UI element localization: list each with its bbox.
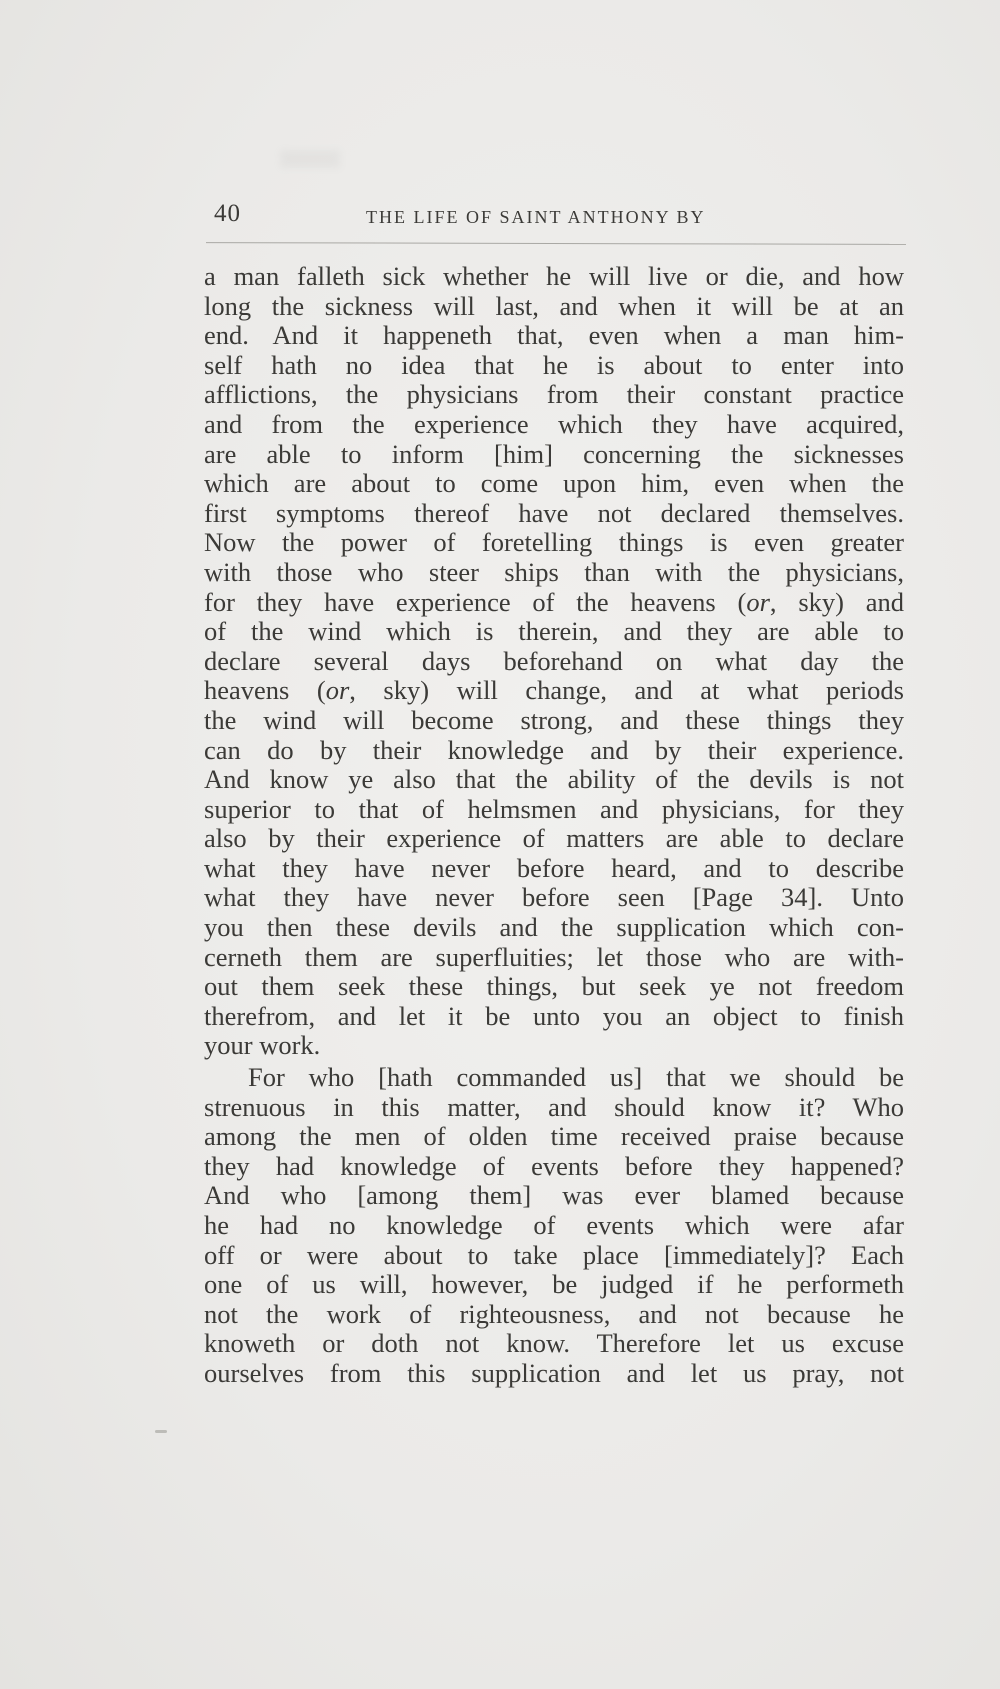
running-head: THE LIFE OF SAINT ANTHONY BY bbox=[366, 207, 706, 227]
page-speck bbox=[155, 1430, 167, 1433]
text-line: knoweth or doth not know. Therefore let us excuse bbox=[204, 1328, 904, 1359]
text-line: your work. bbox=[204, 1030, 321, 1061]
text-line: ourselves from this supplication and let us pray, not bbox=[204, 1357, 904, 1388]
text-line: a man falleth sick whether he will live or die, and how bbox=[204, 261, 904, 291]
text-line: superior to that of helmsmen and physicians, for they bbox=[204, 793, 904, 824]
text-line: strenuous in this matter, and should know it? Who bbox=[204, 1091, 904, 1122]
text-line: end. And it happeneth that, even when a man him- bbox=[204, 320, 904, 351]
text-line: the wind will become strong, and these things they bbox=[204, 704, 904, 735]
text-line: For who [hath commanded us] that we should be bbox=[248, 1062, 904, 1093]
text-line: among the men of olden time received praise because bbox=[204, 1121, 904, 1152]
text-line: heavens (or, sky) will change, and at what periods bbox=[204, 675, 904, 706]
page-number: 40 bbox=[214, 200, 241, 227]
text-line: also by their experience of matters are able to declare bbox=[204, 823, 904, 854]
text-line: with those who steer ships than with the physicians, bbox=[204, 556, 904, 587]
text-line: Now the power of foretelling things is even greater bbox=[204, 527, 904, 558]
text-line: which are about to come upon him, even when the bbox=[204, 468, 904, 499]
text-line: he had no knowledge of events which were afar bbox=[204, 1210, 904, 1240]
page-header bbox=[214, 200, 904, 232]
text-line: declare several days beforehand on what day the bbox=[204, 645, 904, 676]
text-line: And who [among them] was ever blamed because bbox=[204, 1180, 904, 1211]
text-line: for they have experience of the heavens (or, sky) and bbox=[204, 586, 904, 617]
text-line: are able to inform [him] concerning the sicknesses bbox=[204, 438, 904, 469]
text-line: can do by their knowledge and by their experience. bbox=[204, 734, 904, 765]
text-line: afflictions, the physicians from their constant practice bbox=[204, 379, 904, 410]
italic-or: or bbox=[746, 586, 770, 617]
text-line: first symptoms thereof have not declared themselves. bbox=[204, 497, 904, 528]
text-line: off or were about to take place [immediately]? Each bbox=[204, 1239, 904, 1270]
italic-or: or bbox=[325, 675, 350, 706]
text-line: not the work of righteousness, and not because he bbox=[204, 1298, 904, 1329]
text-line: one of us will, however, be judged if he performeth bbox=[204, 1269, 904, 1300]
text-line: And know ye also that the ability of the devils is not bbox=[204, 764, 904, 795]
text-line: they had knowledge of events before they happened? bbox=[204, 1150, 904, 1181]
show-through-mark bbox=[280, 150, 340, 168]
text-line: therefrom, and let it be unto you an object to finish bbox=[204, 1000, 904, 1031]
text-line: what they have never before heard, and to describe bbox=[204, 852, 904, 883]
text-line: you then these devils and the supplication which con- bbox=[204, 912, 904, 943]
text-line: long the sickness will last, and when it will be at an bbox=[204, 290, 904, 321]
text-line: out them seek these things, but seek ye not freedom bbox=[204, 971, 904, 1002]
body-text bbox=[204, 262, 904, 1389]
text-line: cerneth them are superfluities; let those who are with- bbox=[204, 941, 904, 972]
text-line: what they have never before seen [Page 34]. Unto bbox=[204, 882, 904, 913]
text-line: and from the experience which they have acquired, bbox=[204, 408, 904, 439]
text-line: of the wind which is therein, and they are able to bbox=[204, 616, 904, 647]
header-rule bbox=[206, 242, 906, 245]
text-line: self hath no idea that he is about to enter into bbox=[204, 349, 904, 380]
